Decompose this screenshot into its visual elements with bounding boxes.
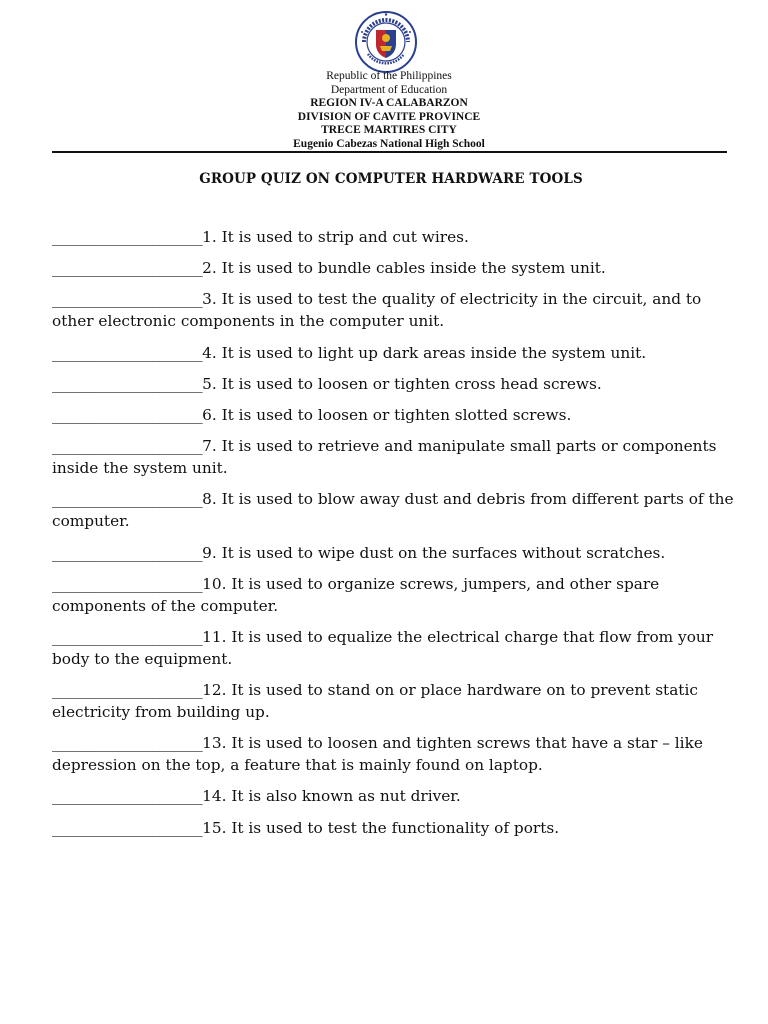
question-text: 11. It is used to equalize the electrical charge that flow from your body to the equipment. xyxy=(52,627,714,668)
question-3[interactable] xyxy=(52,288,734,332)
header-divider xyxy=(52,151,727,153)
question-11[interactable] xyxy=(52,626,734,670)
header-region: REGION IV-A CALABARZON xyxy=(310,97,468,110)
header-city: TRECE MARTIRES CITY xyxy=(321,124,457,137)
question-text: 15. It is used to test the functionality of ports. xyxy=(202,818,560,837)
question-text: 8. It is used to blow away dust and debris from different parts of the computer. xyxy=(52,490,734,531)
header-school: Eugenio Cabezas National High School xyxy=(293,137,485,150)
question-10[interactable] xyxy=(52,573,734,617)
quiz-title: GROUP QUIZ ON COMPUTER HARDWARE TOOLS xyxy=(199,171,583,187)
question-text: 2. It is used to bundle cables inside the system unit. xyxy=(202,259,606,278)
answer-blank[interactable]: _____________________ xyxy=(52,405,203,424)
question-5[interactable] xyxy=(52,373,734,395)
question-list xyxy=(52,226,734,848)
question-text: 6. It is used to loosen or tighten slotted screws. xyxy=(202,405,572,424)
question-8[interactable] xyxy=(52,488,734,532)
answer-blank[interactable]: _____________________ xyxy=(52,543,203,562)
question-2[interactable] xyxy=(52,257,734,279)
question-4[interactable] xyxy=(52,342,734,364)
answer-blank[interactable]: _____________________ xyxy=(52,627,203,646)
question-text: 5. It is used to loosen or tighten cross head screws. xyxy=(202,374,602,393)
question-text: 4. It is used to light up dark areas inside the system unit. xyxy=(202,343,647,362)
question-6[interactable] xyxy=(52,404,734,426)
answer-blank[interactable]: _____________________ xyxy=(52,259,203,278)
header-division: DIVISION OF CAVITE PROVINCE xyxy=(297,110,481,123)
header-department: Department of Education xyxy=(330,83,448,96)
answer-blank[interactable]: _____________________ xyxy=(52,681,203,700)
answer-blank[interactable]: _____________________ xyxy=(52,787,203,806)
header-republic: Republic of the Philippines xyxy=(326,70,452,82)
answer-blank[interactable]: _____________________ xyxy=(52,574,203,593)
answer-blank[interactable]: _____________________ xyxy=(52,343,203,362)
question-7[interactable] xyxy=(52,435,734,479)
answer-blank[interactable]: _____________________ xyxy=(52,374,203,393)
question-14[interactable] xyxy=(52,785,734,807)
question-text: 12. It is used to stand on or place hardware on to prevent static electricity from building up. xyxy=(52,681,698,722)
question-text: 9. It is used to wipe dust on the surfaces without scratches. xyxy=(202,543,666,562)
question-13[interactable] xyxy=(52,732,734,776)
deped-seal-icon xyxy=(350,10,422,74)
question-text: 1. It is used to strip and cut wires. xyxy=(202,228,469,246)
letterhead xyxy=(0,70,768,152)
question-9[interactable] xyxy=(52,542,734,564)
question-1[interactable] xyxy=(52,226,734,248)
question-12[interactable] xyxy=(52,679,734,723)
question-text: 10. It is used to organize screws, jumpers, and other spare components of the computer. xyxy=(52,574,660,615)
question-15[interactable] xyxy=(52,817,734,839)
question-text: 14. It is also known as nut driver. xyxy=(202,787,461,806)
answer-blank[interactable]: _____________________ xyxy=(52,818,203,837)
answer-blank[interactable]: _____________________ xyxy=(52,490,203,509)
question-text: 7. It is used to retrieve and manipulate small parts or components inside the system unit. xyxy=(52,437,717,478)
answer-blank[interactable]: _____________________ xyxy=(52,290,203,309)
question-text: 3. It is used to test the quality of electricity in the circuit, and to other electronic components in the computer unit. xyxy=(52,290,702,331)
answer-blank[interactable]: _____________________ xyxy=(52,437,203,456)
question-text: 13. It is used to loosen and tighten screws that have a star – like depression on the top, a feature that is mainly found on laptop. xyxy=(52,734,703,775)
answer-blank[interactable]: _____________________ xyxy=(52,734,203,753)
answer-blank[interactable]: _____________________ xyxy=(52,228,203,246)
